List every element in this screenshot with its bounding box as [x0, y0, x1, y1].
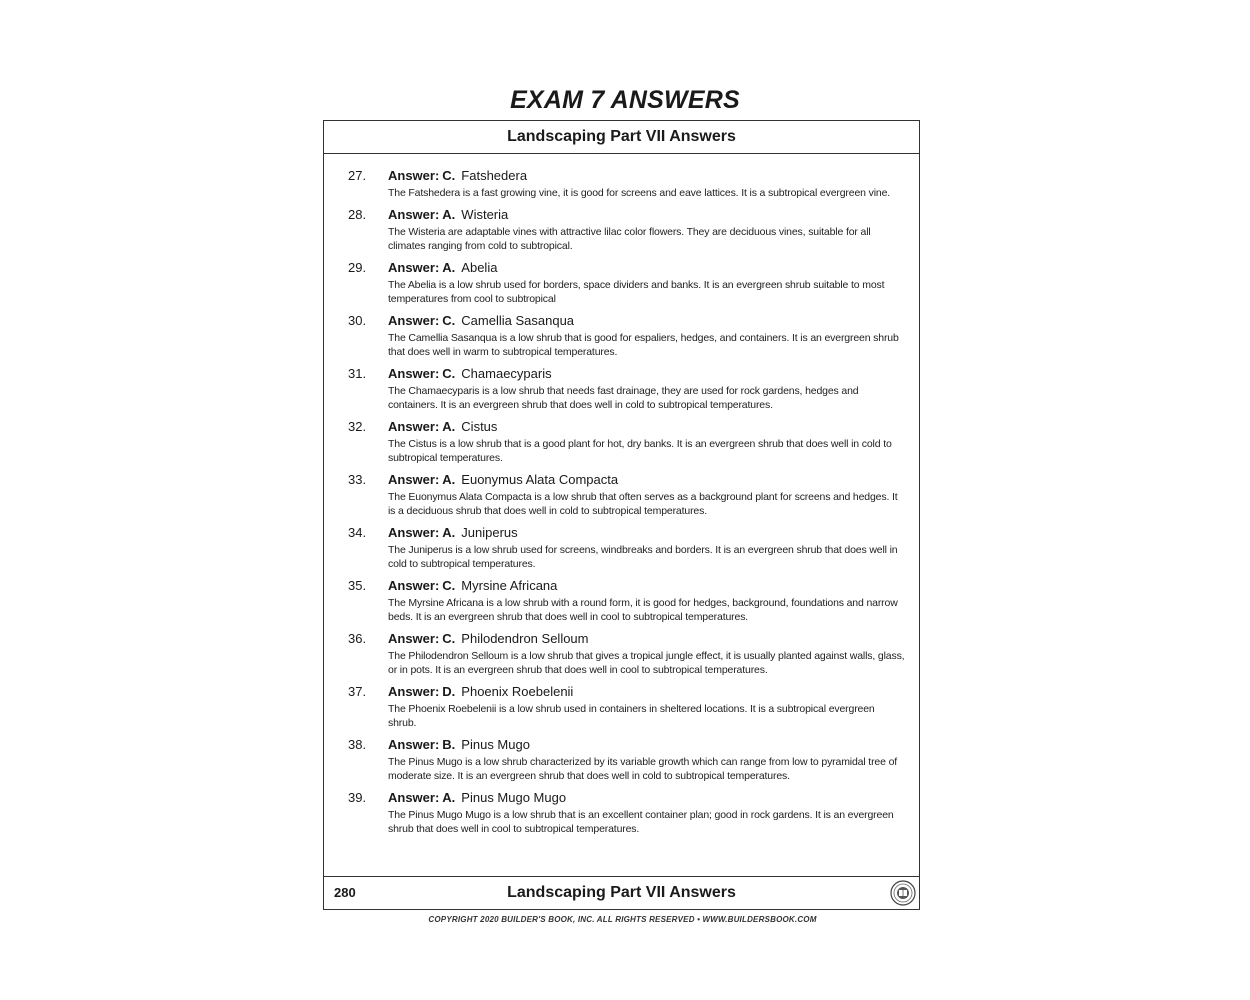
answer-description: The Philodendron Selloum is a low shrub that gives a tropical jungle effect, it is usually planted against walls, glass, or in pots. It is an evergreen shrub that does well in cool to subtropical temperatures. — [388, 650, 905, 676]
exam-title: EXAM 7 ANSWERS — [510, 86, 740, 114]
answer-name: Wisteria — [461, 207, 509, 222]
answer-name: Cistus — [461, 419, 498, 434]
answer-label: Answer: — [388, 313, 440, 328]
answer-name: Pinus Mugo Mugo — [461, 790, 567, 805]
answer-label: Answer: — [388, 472, 440, 487]
publisher-seal-icon — [890, 880, 916, 906]
question-number: 27. — [348, 168, 367, 183]
answer-letter: A. — [442, 207, 456, 222]
question-number: 34. — [348, 525, 367, 540]
answer-label: Answer: — [388, 419, 440, 434]
question-number: 31. — [348, 366, 367, 381]
answer-item-36 — [324, 631, 919, 677]
question-number: 36. — [348, 631, 367, 646]
answer-description: The Euonymus Alata Compacta is a low shrub that often serves as a background plant for screens and hedges. It is a deciduous shrub that does well in cold to subtropical temperatures. — [388, 491, 898, 517]
answer-description: The Cistus is a low shrub that is a good plant for hot, dry banks. It is an evergreen shrub that does well in cold to subtropical temperatures. — [388, 438, 892, 464]
answer-label: Answer: — [388, 737, 440, 752]
answer-label: Answer: — [388, 684, 440, 699]
answer-name: Myrsine Africana — [461, 578, 558, 593]
answer-letter: C. — [442, 578, 456, 593]
answer-item-28 — [324, 207, 919, 253]
answer-letter: A. — [442, 525, 456, 540]
question-number: 35. — [348, 578, 367, 593]
question-number: 28. — [348, 207, 367, 222]
answer-label: Answer: — [388, 631, 440, 646]
answer-description: The Juniperus is a low shrub used for screens, windbreaks and borders. It is an evergreen shrub that does well in cold to subtropical temperatures. — [388, 544, 898, 570]
section-header: Landscaping Part VII Answers — [324, 121, 919, 154]
answer-item-27 — [324, 168, 919, 200]
answer-page-frame — [323, 120, 920, 910]
answer-label: Answer: — [388, 207, 440, 222]
answer-description: The Fatshedera is a fast growing vine, it is good for screens and eave lattices. It is a subtropical evergreen vine. — [388, 187, 891, 199]
answer-name: Camellia Sasanqua — [461, 313, 575, 328]
question-number: 39. — [348, 790, 367, 805]
answer-item-33 — [324, 472, 919, 518]
answer-name: Euonymus Alata Compacta — [461, 472, 619, 487]
answer-item-35 — [324, 578, 919, 624]
answer-label: Answer: — [388, 578, 440, 593]
answer-description: The Camellia Sasanqua is a low shrub that is good for espaliers, hedges, and containers. It is an evergreen shrub that does well in warm to subtropical temperatures. — [388, 332, 899, 358]
answer-description: The Myrsine Africana is a low shrub with a round form, it is good for hedges, background, foundations and narrow beds. It is an evergreen shrub that does well in cool to subtropical temperatures. — [388, 597, 898, 623]
answer-item-31 — [324, 366, 919, 412]
answer-item-39 — [324, 790, 919, 836]
answer-description: The Pinus Mugo is a low shrub characterized by its variable growth which can range from low to pyramidal tree of moderate size. It is an evergreen shrub that does well in cold to subtropical temperatures. — [388, 756, 898, 782]
answer-label: Answer: — [388, 168, 440, 183]
answer-name: Juniperus — [461, 525, 518, 540]
answer-label: Answer: — [388, 260, 440, 275]
answer-description: The Abelia is a low shrub used for borders, space dividers and banks. It is an evergreen shrub suitable to most temperatures from cool to subtropical — [388, 279, 885, 305]
answer-description: The Phoenix Roebelenii is a low shrub used in containers in sheltered locations. It is a subtropical evergreen shrub. — [388, 703, 875, 729]
answer-name: Chamaecyparis — [461, 366, 552, 381]
question-number: 37. — [348, 684, 367, 699]
answer-item-38 — [324, 737, 919, 783]
answer-label: Answer: — [388, 790, 440, 805]
answer-item-37 — [324, 684, 919, 730]
copyright-notice: COPYRIGHT 2020 BUILDER'S BOOK, INC. ALL RIGHTS RESERVED • WWW.BUILDERSBOOK.COM — [428, 915, 817, 924]
answer-letter: C. — [442, 631, 456, 646]
question-number: 33. — [348, 472, 367, 487]
answer-description: The Pinus Mugo Mugo is a low shrub that is an excellent container plan; good in rock gardens. It is an evergreen shrub that does well in cool to subtropical temperatures. — [388, 809, 894, 835]
page-footer — [324, 876, 919, 909]
answer-letter: A. — [442, 419, 456, 434]
answer-item-32 — [324, 419, 919, 465]
answer-letter: C. — [442, 168, 456, 183]
answer-label: Answer: — [388, 366, 440, 381]
answer-item-30 — [324, 313, 919, 359]
answer-name: Phoenix Roebelenii — [461, 684, 574, 699]
answer-letter: C. — [442, 313, 456, 328]
answer-list — [324, 168, 919, 843]
answer-letter: A. — [442, 260, 456, 275]
question-number: 38. — [348, 737, 367, 752]
answer-item-29 — [324, 260, 919, 306]
answer-letter: A. — [442, 472, 456, 487]
footer-title: Landscaping Part VII Answers — [507, 884, 736, 901]
answer-description: The Wisteria are adaptable vines with attractive lilac color flowers. They are deciduous vines, suitable for all climates ranging from cold to subtropical. — [388, 226, 871, 252]
answer-name: Pinus Mugo — [461, 737, 530, 752]
answer-letter: D. — [442, 684, 456, 699]
answer-label: Answer: — [388, 525, 440, 540]
answer-letter: A. — [442, 790, 456, 805]
answer-name: Fatshedera — [461, 168, 528, 183]
answer-description: The Chamaecyparis is a low shrub that needs fast drainage, they are used for rock gardens, hedges and containers. It is an evergreen shrub that does well in cold to subtropical temperatures. — [388, 385, 859, 411]
question-number: 29. — [348, 260, 367, 275]
question-number: 30. — [348, 313, 367, 328]
answer-name: Abelia — [461, 260, 498, 275]
answer-name: Philodendron Selloum — [461, 631, 589, 646]
answer-letter: B. — [442, 737, 456, 752]
answer-letter: C. — [442, 366, 456, 381]
answer-item-34 — [324, 525, 919, 571]
question-number: 32. — [348, 419, 367, 434]
page-number: 280 — [334, 885, 356, 900]
